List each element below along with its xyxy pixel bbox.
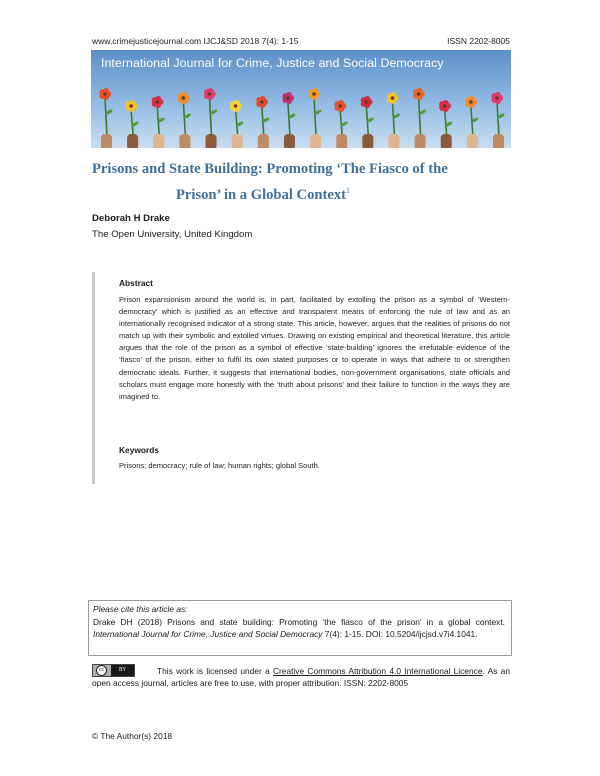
journal-banner [91, 50, 511, 148]
author-affiliation: The Open University, United Kingdom [92, 229, 253, 240]
flower-9 [308, 88, 322, 148]
article-title-line1: Prisons and State Building: Promoting ‘The Fiasco of the [92, 161, 448, 177]
abstract-text: Prison expansionism around the world is, in part, facilitated by extolling the prison as a symbol of ‘Western-democracy’ which is justified as an effective and transparent means of enforcing the rule of law and as an internationally recognised indicator of a strong state. This article, however, argues that the realities of prisons do not match up with their symbolic and extolled virtues. Drawing on existing empirical and theoretical literature, this article argues that the role of the prison as a symbol of effective ‘state-building’ ignores the irrefutable evidence of the ‘fiasco’ of the prison, either to fulfil its own stated purposes or to operate in ways that adhere to or strengthen democratic ideals. Further, it suggests that international bodies, non-government organisations, state officials and scholars must engage more honestly with the ‘truth about prisons’ and their failure to function in the ways they are imagined to. [119, 295, 510, 401]
flower-2 [126, 100, 140, 148]
flower-5 [204, 88, 218, 148]
by-icon: BY [111, 665, 134, 676]
keywords-text: Prisons; democracy; rule of law; human rights; global South. [119, 461, 320, 470]
copyright-notice: © The Author(s) 2018 [92, 731, 173, 741]
journal-name: International Journal for Crime, Justice and Social Democracy [101, 56, 444, 70]
citation-part1: Drake DH (2018) Prisons and state building: Promoting ‘the fiasco of the prison’ in a global context. [93, 617, 505, 627]
abstract-heading: Abstract [119, 278, 153, 288]
citation-text [93, 616, 505, 640]
flower-8 [282, 92, 296, 148]
flower-11 [361, 96, 375, 148]
flower-12 [387, 92, 401, 148]
license-part1: This work is licensed under a [157, 666, 273, 676]
citation-label: Please cite this article as: [93, 604, 188, 614]
flower-15 [465, 96, 479, 148]
flower-10 [335, 100, 349, 148]
flower-4 [178, 92, 192, 148]
citation-journal: International Journal for Crime, Justice and Social Democracy [93, 629, 323, 639]
flower-14 [439, 100, 453, 148]
issn-header: ISSN 2202-8005 [447, 36, 510, 46]
article-title-line2: Prison’ in a Global Context [176, 186, 346, 203]
flower-1 [99, 88, 113, 148]
author-name: Deborah H Drake [92, 213, 170, 224]
cc-icon: cc [96, 665, 107, 676]
cc-license-badge[interactable] [92, 664, 135, 677]
flower-7 [256, 96, 270, 148]
abstract-section [92, 272, 513, 484]
flower-3 [152, 96, 166, 148]
citation-box [88, 600, 512, 656]
journal-url: www.crimejusticejournal.com IJCJ&SD 2018 7(4): 1-15 [92, 36, 299, 46]
footnote-mark[interactable]: 1 [346, 186, 350, 195]
flower-16 [491, 92, 505, 148]
flower-6 [230, 100, 244, 148]
article-title [92, 158, 512, 206]
keywords-heading: Keywords [119, 445, 160, 455]
flower-13 [413, 88, 427, 148]
citation-part2: 7(4): 1-15. DOI: 10.5204/ijcjsd.v7i4.1041. [322, 629, 478, 639]
license-part2: . As an open access journal, articles are free to use, with proper attribution. ISSN: 2202-8005 [92, 666, 510, 689]
license-link[interactable]: Creative Commons Attribution 4.0 International Licence [272, 666, 483, 676]
license-text [92, 665, 510, 689]
